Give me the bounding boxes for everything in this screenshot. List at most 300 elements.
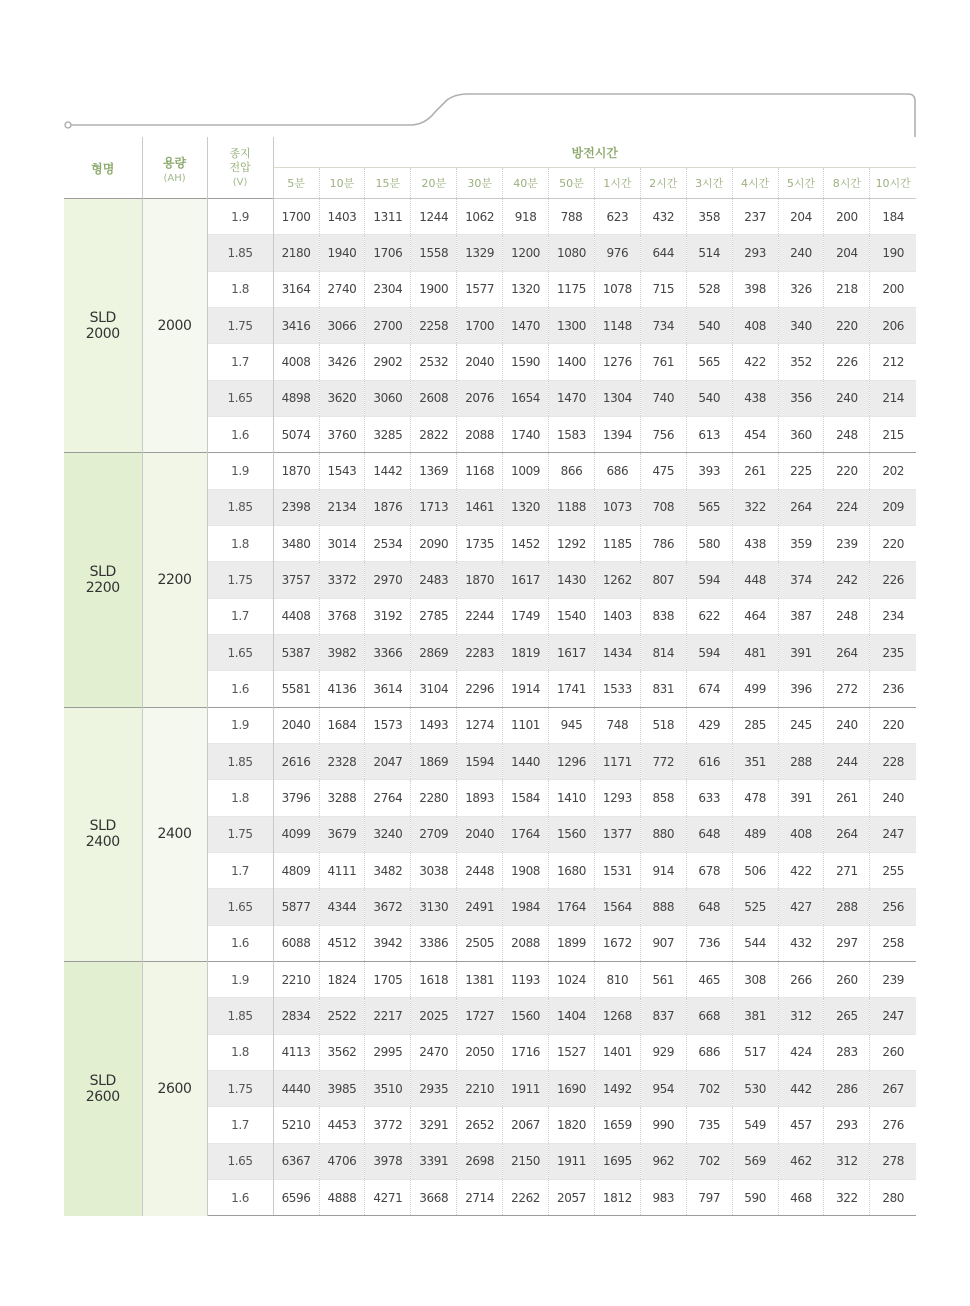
discharge-value: 3482 bbox=[365, 852, 411, 888]
discharge-value: 540 bbox=[686, 380, 732, 416]
discharge-value: 4888 bbox=[319, 1179, 365, 1215]
time-column-header: 8시간 bbox=[824, 168, 870, 199]
discharge-value: 408 bbox=[778, 816, 824, 852]
discharge-value: 528 bbox=[686, 271, 732, 307]
discharge-value: 517 bbox=[732, 1034, 778, 1070]
model-name-line: SLD bbox=[89, 818, 116, 835]
discharge-value: 2448 bbox=[457, 852, 503, 888]
discharge-value: 214 bbox=[870, 380, 916, 416]
discharge-value: 6596 bbox=[273, 1179, 319, 1215]
discharge-value: 1292 bbox=[549, 525, 595, 561]
discharge-value: 322 bbox=[824, 1179, 870, 1215]
cutoff-voltage: 1.7 bbox=[207, 598, 273, 634]
discharge-value: 1403 bbox=[594, 598, 640, 634]
discharge-value: 736 bbox=[686, 925, 732, 961]
discharge-value: 1713 bbox=[411, 489, 457, 525]
discharge-value: 1492 bbox=[594, 1070, 640, 1106]
discharge-value: 271 bbox=[824, 852, 870, 888]
discharge-value: 1381 bbox=[457, 961, 503, 997]
discharge-value: 312 bbox=[778, 998, 824, 1034]
discharge-value: 3620 bbox=[319, 380, 365, 416]
discharge-value: 226 bbox=[870, 562, 916, 598]
discharge-value: 814 bbox=[640, 634, 686, 670]
discharge-value: 1369 bbox=[411, 453, 457, 489]
discharge-value: 200 bbox=[824, 199, 870, 235]
discharge-value: 3104 bbox=[411, 671, 457, 707]
cutoff-voltage: 1.75 bbox=[207, 1070, 273, 1106]
discharge-value: 381 bbox=[732, 998, 778, 1034]
discharge-value: 1820 bbox=[549, 1107, 595, 1143]
discharge-value: 1200 bbox=[503, 235, 549, 271]
model-name-line: SLD bbox=[89, 563, 116, 580]
discharge-value: 866 bbox=[549, 453, 595, 489]
capacity-value: 2400 bbox=[142, 707, 207, 961]
capacity-header bbox=[142, 137, 207, 199]
discharge-value: 2532 bbox=[411, 344, 457, 380]
discharge-value: 633 bbox=[686, 780, 732, 816]
discharge-value: 422 bbox=[778, 852, 824, 888]
table-row bbox=[64, 707, 916, 743]
discharge-value: 2700 bbox=[365, 307, 411, 343]
discharge-value: 2470 bbox=[411, 1034, 457, 1070]
discharge-value: 454 bbox=[732, 416, 778, 452]
discharge-value: 1824 bbox=[319, 961, 365, 997]
discharge-value: 374 bbox=[778, 562, 824, 598]
discharge-value: 312 bbox=[824, 1143, 870, 1179]
discharge-value: 218 bbox=[824, 271, 870, 307]
discharge-value: 1244 bbox=[411, 199, 457, 235]
voltage-header-unit: (V) bbox=[232, 177, 248, 188]
discharge-value: 1560 bbox=[549, 816, 595, 852]
discharge-value: 4113 bbox=[273, 1034, 319, 1070]
discharge-value: 2652 bbox=[457, 1107, 503, 1143]
discharge-value: 678 bbox=[686, 852, 732, 888]
cutoff-voltage: 1.9 bbox=[207, 199, 273, 235]
discharge-value: 2258 bbox=[411, 307, 457, 343]
time-column-header: 30분 bbox=[457, 168, 503, 199]
discharge-value: 266 bbox=[778, 961, 824, 997]
discharge-value: 1819 bbox=[503, 634, 549, 670]
discharge-value: 248 bbox=[824, 416, 870, 452]
discharge-value: 549 bbox=[732, 1107, 778, 1143]
time-column-header: 40분 bbox=[503, 168, 549, 199]
discharge-value: 2296 bbox=[457, 671, 503, 707]
discharge-value: 239 bbox=[824, 525, 870, 561]
discharge-value: 4706 bbox=[319, 1143, 365, 1179]
discharge-value: 880 bbox=[640, 816, 686, 852]
discharge-value: 983 bbox=[640, 1179, 686, 1215]
cutoff-voltage: 1.8 bbox=[207, 271, 273, 307]
discharge-value: 514 bbox=[686, 235, 732, 271]
discharge-value: 4111 bbox=[319, 852, 365, 888]
discharge-value: 2709 bbox=[411, 816, 457, 852]
discharge-value: 2210 bbox=[457, 1070, 503, 1106]
discharge-value: 1311 bbox=[365, 199, 411, 235]
discharge-value: 2244 bbox=[457, 598, 503, 634]
discharge-value: 2698 bbox=[457, 1143, 503, 1179]
discharge-value: 1618 bbox=[411, 961, 457, 997]
discharge-value: 3768 bbox=[319, 598, 365, 634]
discharge-value: 1401 bbox=[594, 1034, 640, 1070]
discharge-value: 1899 bbox=[549, 925, 595, 961]
discharge-value: 1175 bbox=[549, 271, 595, 307]
discharge-value: 735 bbox=[686, 1107, 732, 1143]
discharge-value: 1727 bbox=[457, 998, 503, 1034]
cutoff-voltage: 1.65 bbox=[207, 634, 273, 670]
discharge-value: 462 bbox=[778, 1143, 824, 1179]
model-name bbox=[64, 961, 142, 1215]
discharge-value: 837 bbox=[640, 998, 686, 1034]
discharge-value: 1101 bbox=[503, 707, 549, 743]
discharge-value: 1440 bbox=[503, 743, 549, 779]
discharge-value: 594 bbox=[686, 562, 732, 598]
discharge-value: 2180 bbox=[273, 235, 319, 271]
cutoff-voltage: 1.75 bbox=[207, 307, 273, 343]
discharge-value: 686 bbox=[594, 453, 640, 489]
time-column-header: 15분 bbox=[365, 168, 411, 199]
discharge-value: 858 bbox=[640, 780, 686, 816]
cutoff-voltage: 1.9 bbox=[207, 961, 273, 997]
discharge-value: 322 bbox=[732, 489, 778, 525]
discharge-value: 1009 bbox=[503, 453, 549, 489]
discharge-value: 1700 bbox=[457, 307, 503, 343]
discharge-value: 2714 bbox=[457, 1179, 503, 1215]
discharge-value: 1680 bbox=[549, 852, 595, 888]
model-name-line: 2600 bbox=[85, 1088, 120, 1105]
discharge-value: 2088 bbox=[503, 925, 549, 961]
discharge-value: 5877 bbox=[273, 889, 319, 925]
discharge-value: 220 bbox=[824, 307, 870, 343]
discharge-value: 1531 bbox=[594, 852, 640, 888]
time-column-header: 10분 bbox=[319, 168, 365, 199]
discharge-value: 1168 bbox=[457, 453, 503, 489]
discharge-value: 212 bbox=[870, 344, 916, 380]
discharge-value: 204 bbox=[778, 199, 824, 235]
outline-path bbox=[71, 94, 915, 137]
discharge-value: 358 bbox=[686, 199, 732, 235]
discharge-value: 288 bbox=[824, 889, 870, 925]
discharge-value: 278 bbox=[870, 1143, 916, 1179]
discharge-value: 237 bbox=[732, 199, 778, 235]
discharge-value: 1300 bbox=[549, 307, 595, 343]
time-column-header: 10시간 bbox=[870, 168, 916, 199]
discharge-value: 708 bbox=[640, 489, 686, 525]
discharge-value: 544 bbox=[732, 925, 778, 961]
time-column-header: 20분 bbox=[411, 168, 457, 199]
discharge-value: 954 bbox=[640, 1070, 686, 1106]
discharge-value: 1400 bbox=[549, 344, 595, 380]
discharge-value: 4440 bbox=[273, 1070, 319, 1106]
discharge-value: 1540 bbox=[549, 598, 595, 634]
discharge-value: 1377 bbox=[594, 816, 640, 852]
discharge-value: 326 bbox=[778, 271, 824, 307]
discharge-value: 3614 bbox=[365, 671, 411, 707]
model-name-line: SLD bbox=[89, 1072, 116, 1089]
discharge-value: 256 bbox=[870, 889, 916, 925]
discharge-value: 478 bbox=[732, 780, 778, 816]
discharge-value: 1911 bbox=[549, 1143, 595, 1179]
model-header-label: 형명 bbox=[91, 162, 115, 176]
discharge-value: 1185 bbox=[594, 525, 640, 561]
discharge-value: 3060 bbox=[365, 380, 411, 416]
discharge-value: 1654 bbox=[503, 380, 549, 416]
discharge-value: 220 bbox=[870, 525, 916, 561]
discharge-value: 247 bbox=[870, 998, 916, 1034]
cutoff-voltage: 1.7 bbox=[207, 344, 273, 380]
discharge-value: 702 bbox=[686, 1070, 732, 1106]
discharge-value: 1695 bbox=[594, 1143, 640, 1179]
discharge-value: 457 bbox=[778, 1107, 824, 1143]
cutoff-voltage: 1.75 bbox=[207, 562, 273, 598]
discharge-value: 228 bbox=[870, 743, 916, 779]
discharge-value: 530 bbox=[732, 1070, 778, 1106]
voltage-header-label-1: 종지 bbox=[229, 147, 251, 160]
capacity-value: 2200 bbox=[142, 453, 207, 707]
time-column-header: 4시간 bbox=[732, 168, 778, 199]
discharge-value: 260 bbox=[870, 1034, 916, 1070]
discharge-value: 242 bbox=[824, 562, 870, 598]
time-column-header: 5분 bbox=[273, 168, 319, 199]
discharge-value: 3668 bbox=[411, 1179, 457, 1215]
discharge-value: 3760 bbox=[319, 416, 365, 452]
discharge-value: 786 bbox=[640, 525, 686, 561]
discharge-value: 1672 bbox=[594, 925, 640, 961]
discharge-value: 1577 bbox=[457, 271, 503, 307]
discharge-value: 3372 bbox=[319, 562, 365, 598]
discharge-value: 391 bbox=[778, 780, 824, 816]
discharge-value: 2090 bbox=[411, 525, 457, 561]
discharge-value: 206 bbox=[870, 307, 916, 343]
discharge-value: 3562 bbox=[319, 1034, 365, 1070]
discharge-value: 3164 bbox=[273, 271, 319, 307]
discharge-value: 481 bbox=[732, 634, 778, 670]
cutoff-voltage: 1.65 bbox=[207, 889, 273, 925]
cutoff-voltage: 1.9 bbox=[207, 453, 273, 489]
discharge-value: 2785 bbox=[411, 598, 457, 634]
discharge-value: 2283 bbox=[457, 634, 503, 670]
discharge-value: 1812 bbox=[594, 1179, 640, 1215]
discharge-value: 432 bbox=[778, 925, 824, 961]
discharge-value: 280 bbox=[870, 1179, 916, 1215]
discharge-value: 2047 bbox=[365, 743, 411, 779]
discharge-value: 184 bbox=[870, 199, 916, 235]
discharge-value: 1452 bbox=[503, 525, 549, 561]
discharge-value: 220 bbox=[824, 453, 870, 489]
discharge-value: 235 bbox=[870, 634, 916, 670]
discharge-value: 2134 bbox=[319, 489, 365, 525]
discharge-value: 2608 bbox=[411, 380, 457, 416]
discharge-value: 929 bbox=[640, 1034, 686, 1070]
discharge-value: 3366 bbox=[365, 634, 411, 670]
discharge-value: 1304 bbox=[594, 380, 640, 416]
time-column-header: 50분 bbox=[549, 168, 595, 199]
discharge-value: 2970 bbox=[365, 562, 411, 598]
discharge-value: 1543 bbox=[319, 453, 365, 489]
discharge-value: 518 bbox=[640, 707, 686, 743]
discharge-value: 438 bbox=[732, 380, 778, 416]
discharge-value: 3285 bbox=[365, 416, 411, 452]
discharge-value: 340 bbox=[778, 307, 824, 343]
discharge-value: 427 bbox=[778, 889, 824, 925]
discharge-value: 914 bbox=[640, 852, 686, 888]
discharge-value: 244 bbox=[824, 743, 870, 779]
discharge-value: 240 bbox=[824, 707, 870, 743]
discharge-value: 644 bbox=[640, 235, 686, 271]
discharge-value: 1749 bbox=[503, 598, 549, 634]
discharge-value: 1706 bbox=[365, 235, 411, 271]
discharge-value: 580 bbox=[686, 525, 732, 561]
discharge-value: 3130 bbox=[411, 889, 457, 925]
discharge-value: 398 bbox=[732, 271, 778, 307]
discharge-value: 1876 bbox=[365, 489, 411, 525]
discharge-value: 408 bbox=[732, 307, 778, 343]
discharge-value: 3386 bbox=[411, 925, 457, 961]
discharge-value: 293 bbox=[732, 235, 778, 271]
cutoff-voltage: 1.6 bbox=[207, 416, 273, 452]
discharge-value: 1870 bbox=[273, 453, 319, 489]
discharge-value: 2995 bbox=[365, 1034, 411, 1070]
discharge-value: 2869 bbox=[411, 634, 457, 670]
discharge-value: 468 bbox=[778, 1179, 824, 1215]
discharge-value: 3982 bbox=[319, 634, 365, 670]
discharge-value: 623 bbox=[594, 199, 640, 235]
discharge-value: 976 bbox=[594, 235, 640, 271]
discharge-value: 3772 bbox=[365, 1107, 411, 1143]
discharge-value: 1470 bbox=[503, 307, 549, 343]
discharge-value: 260 bbox=[824, 961, 870, 997]
discharge-value: 561 bbox=[640, 961, 686, 997]
discharge-value: 888 bbox=[640, 889, 686, 925]
discharge-value: 1193 bbox=[503, 961, 549, 997]
cutoff-voltage: 1.85 bbox=[207, 235, 273, 271]
discharge-value: 258 bbox=[870, 925, 916, 961]
discharge-value: 393 bbox=[686, 453, 732, 489]
discharge-value: 475 bbox=[640, 453, 686, 489]
discharge-value: 220 bbox=[870, 707, 916, 743]
capacity-header-label: 용량 bbox=[162, 155, 187, 170]
discharge-value: 2057 bbox=[549, 1179, 595, 1215]
discharge-value: 1394 bbox=[594, 416, 640, 452]
discharge-value: 668 bbox=[686, 998, 732, 1034]
discharge-value: 1296 bbox=[549, 743, 595, 779]
discharge-value: 838 bbox=[640, 598, 686, 634]
discharge-value: 807 bbox=[640, 562, 686, 598]
discharge-value: 5210 bbox=[273, 1107, 319, 1143]
discharge-value: 1700 bbox=[273, 199, 319, 235]
model-name-line: 2200 bbox=[85, 579, 120, 596]
discharge-value: 2040 bbox=[273, 707, 319, 743]
discharge-value: 1564 bbox=[594, 889, 640, 925]
discharge-value: 2076 bbox=[457, 380, 503, 416]
discharge-value: 240 bbox=[824, 380, 870, 416]
discharge-value: 616 bbox=[686, 743, 732, 779]
discharge-value: 432 bbox=[640, 199, 686, 235]
discharge-value: 1080 bbox=[549, 235, 595, 271]
discharge-value: 918 bbox=[503, 199, 549, 235]
discharge-value: 3288 bbox=[319, 780, 365, 816]
discharge-value: 1404 bbox=[549, 998, 595, 1034]
cutoff-voltage: 1.8 bbox=[207, 1034, 273, 1070]
discharge-value: 424 bbox=[778, 1034, 824, 1070]
discharge-value: 3510 bbox=[365, 1070, 411, 1106]
voltage-header-label-2: 전압 bbox=[229, 161, 251, 174]
discharge-value: 286 bbox=[824, 1070, 870, 1106]
discharge-value: 1320 bbox=[503, 489, 549, 525]
discharge-value: 265 bbox=[824, 998, 870, 1034]
discharge-value: 1533 bbox=[594, 671, 640, 707]
discharge-value: 1461 bbox=[457, 489, 503, 525]
discharge-time-header: 방전시간 bbox=[273, 137, 916, 168]
voltage-header bbox=[207, 137, 273, 199]
discharge-value: 748 bbox=[594, 707, 640, 743]
discharge-value: 1268 bbox=[594, 998, 640, 1034]
discharge-value: 2210 bbox=[273, 961, 319, 997]
discharge-value: 2902 bbox=[365, 344, 411, 380]
discharge-value: 3942 bbox=[365, 925, 411, 961]
discharge-value: 1659 bbox=[594, 1107, 640, 1143]
discharge-value: 3240 bbox=[365, 816, 411, 852]
discharge-value: 613 bbox=[686, 416, 732, 452]
discharge-value: 1558 bbox=[411, 235, 457, 271]
discharge-value: 1893 bbox=[457, 780, 503, 816]
discharge-value: 489 bbox=[732, 816, 778, 852]
capacity-header-unit: (AH) bbox=[163, 172, 186, 184]
discharge-value: 990 bbox=[640, 1107, 686, 1143]
discharge-value: 3679 bbox=[319, 816, 365, 852]
discharge-value: 1617 bbox=[549, 634, 595, 670]
discharge-value: 240 bbox=[778, 235, 824, 271]
discharge-value: 2822 bbox=[411, 416, 457, 452]
cutoff-voltage: 1.85 bbox=[207, 998, 273, 1034]
discharge-value: 702 bbox=[686, 1143, 732, 1179]
discharge-value: 2067 bbox=[503, 1107, 549, 1143]
discharge-value: 3480 bbox=[273, 525, 319, 561]
discharge-value: 1684 bbox=[319, 707, 365, 743]
discharge-value: 4344 bbox=[319, 889, 365, 925]
discharge-value: 190 bbox=[870, 235, 916, 271]
discharge-value: 962 bbox=[640, 1143, 686, 1179]
discharge-value: 831 bbox=[640, 671, 686, 707]
time-column-header: 1시간 bbox=[594, 168, 640, 199]
discharge-value: 2262 bbox=[503, 1179, 549, 1215]
discharge-value: 3038 bbox=[411, 852, 457, 888]
discharge-value: 3416 bbox=[273, 307, 319, 343]
discharge-value: 772 bbox=[640, 743, 686, 779]
cutoff-voltage: 1.9 bbox=[207, 707, 273, 743]
discharge-value: 264 bbox=[824, 634, 870, 670]
discharge-value: 422 bbox=[732, 344, 778, 380]
discharge-value: 2304 bbox=[365, 271, 411, 307]
discharge-value: 1493 bbox=[411, 707, 457, 743]
cutoff-voltage: 1.8 bbox=[207, 525, 273, 561]
discharge-value: 261 bbox=[824, 780, 870, 816]
discharge-value: 448 bbox=[732, 562, 778, 598]
discharge-value: 1583 bbox=[549, 416, 595, 452]
discharge-value: 2040 bbox=[457, 816, 503, 852]
discharge-value: 6367 bbox=[273, 1143, 319, 1179]
discharge-value: 1594 bbox=[457, 743, 503, 779]
discharge-value: 267 bbox=[870, 1070, 916, 1106]
discharge-value: 4136 bbox=[319, 671, 365, 707]
discharge-value: 1735 bbox=[457, 525, 503, 561]
discharge-value: 1293 bbox=[594, 780, 640, 816]
discharge-value: 945 bbox=[549, 707, 595, 743]
discharge-value: 565 bbox=[686, 344, 732, 380]
discharge-value: 1740 bbox=[503, 416, 549, 452]
discharge-value: 1442 bbox=[365, 453, 411, 489]
discharge-value: 465 bbox=[686, 961, 732, 997]
discharge-value: 788 bbox=[549, 199, 595, 235]
